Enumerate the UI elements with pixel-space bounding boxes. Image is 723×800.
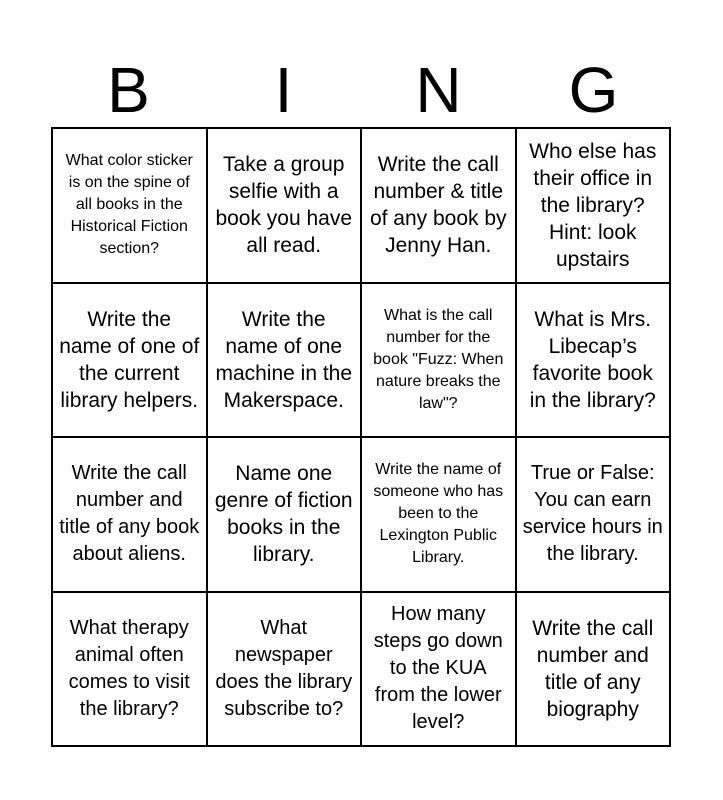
cell-text: Write the name of someone who has been to the Lexington Public Library. (373, 461, 504, 567)
header-letter-i: I (274, 54, 293, 126)
bingo-cell-r3c2[interactable] (207, 437, 362, 592)
cell-text: Write the call number & title of any book by Jenny Han. (369, 153, 507, 258)
bingo-header (51, 52, 671, 128)
bingo-cell-r3c3[interactable] (361, 437, 516, 592)
cell-text: What newspaper does the library subscribe to? (215, 616, 353, 720)
header-letter-b: B (107, 54, 150, 126)
cell-text: Write the name of one machine in the Makerspace. (215, 307, 353, 412)
cell-text: What therapy animal often comes to visit the library? (68, 616, 190, 720)
bingo-cell-r4c4[interactable] (516, 592, 671, 747)
bingo-cell-r1c2[interactable] (207, 128, 362, 283)
cell-text: What color sticker is on the spine of all books in the Historical Fiction section? (65, 152, 193, 258)
bingo-cell-r4c1[interactable] (52, 592, 207, 747)
bingo-cell-r2c4[interactable] (516, 283, 671, 438)
cell-text: What is Mrs. Libecap’s favorite book in the library? (529, 307, 656, 412)
bingo-cell-r2c2[interactable] (207, 283, 362, 438)
bingo-cell-r4c2[interactable] (207, 592, 362, 747)
bingo-cell-r2c3[interactable] (361, 283, 516, 438)
cell-text: Write the name of one of the current library helpers. (59, 307, 200, 412)
bingo-cell-r3c1[interactable] (52, 437, 207, 592)
cell-text: Name one genre of fiction books in the library. (214, 462, 353, 567)
cell-text: Write the call number and title of any book about aliens. (59, 462, 200, 566)
bingo-cell-r1c3[interactable] (361, 128, 516, 283)
cell-text: Who else has their office in the library? Hint: look upstairs (529, 139, 657, 271)
cell-text: Take a group selfie with a book you have all read. (215, 153, 353, 258)
cell-text: How many steps go down to the KUA from the lower level? (373, 603, 503, 734)
cell-text: True or False: You can earn service hours in the library. (522, 462, 663, 566)
cell-text: What is the call number for the book "Fuzz: When nature breaks the law"? (373, 306, 504, 412)
bingo-cell-r4c3[interactable] (361, 592, 516, 747)
bingo-cell-r2c1[interactable] (52, 283, 207, 438)
bingo-cell-r1c4[interactable] (516, 128, 671, 283)
bingo-grid (51, 127, 671, 747)
bingo-cell-r1c1[interactable] (52, 128, 207, 283)
header-letter-n: N (415, 54, 462, 126)
cell-text: Write the call number and title of any biography (532, 616, 654, 721)
header-letter-g: G (568, 54, 619, 126)
bingo-cell-r3c4[interactable] (516, 437, 671, 592)
